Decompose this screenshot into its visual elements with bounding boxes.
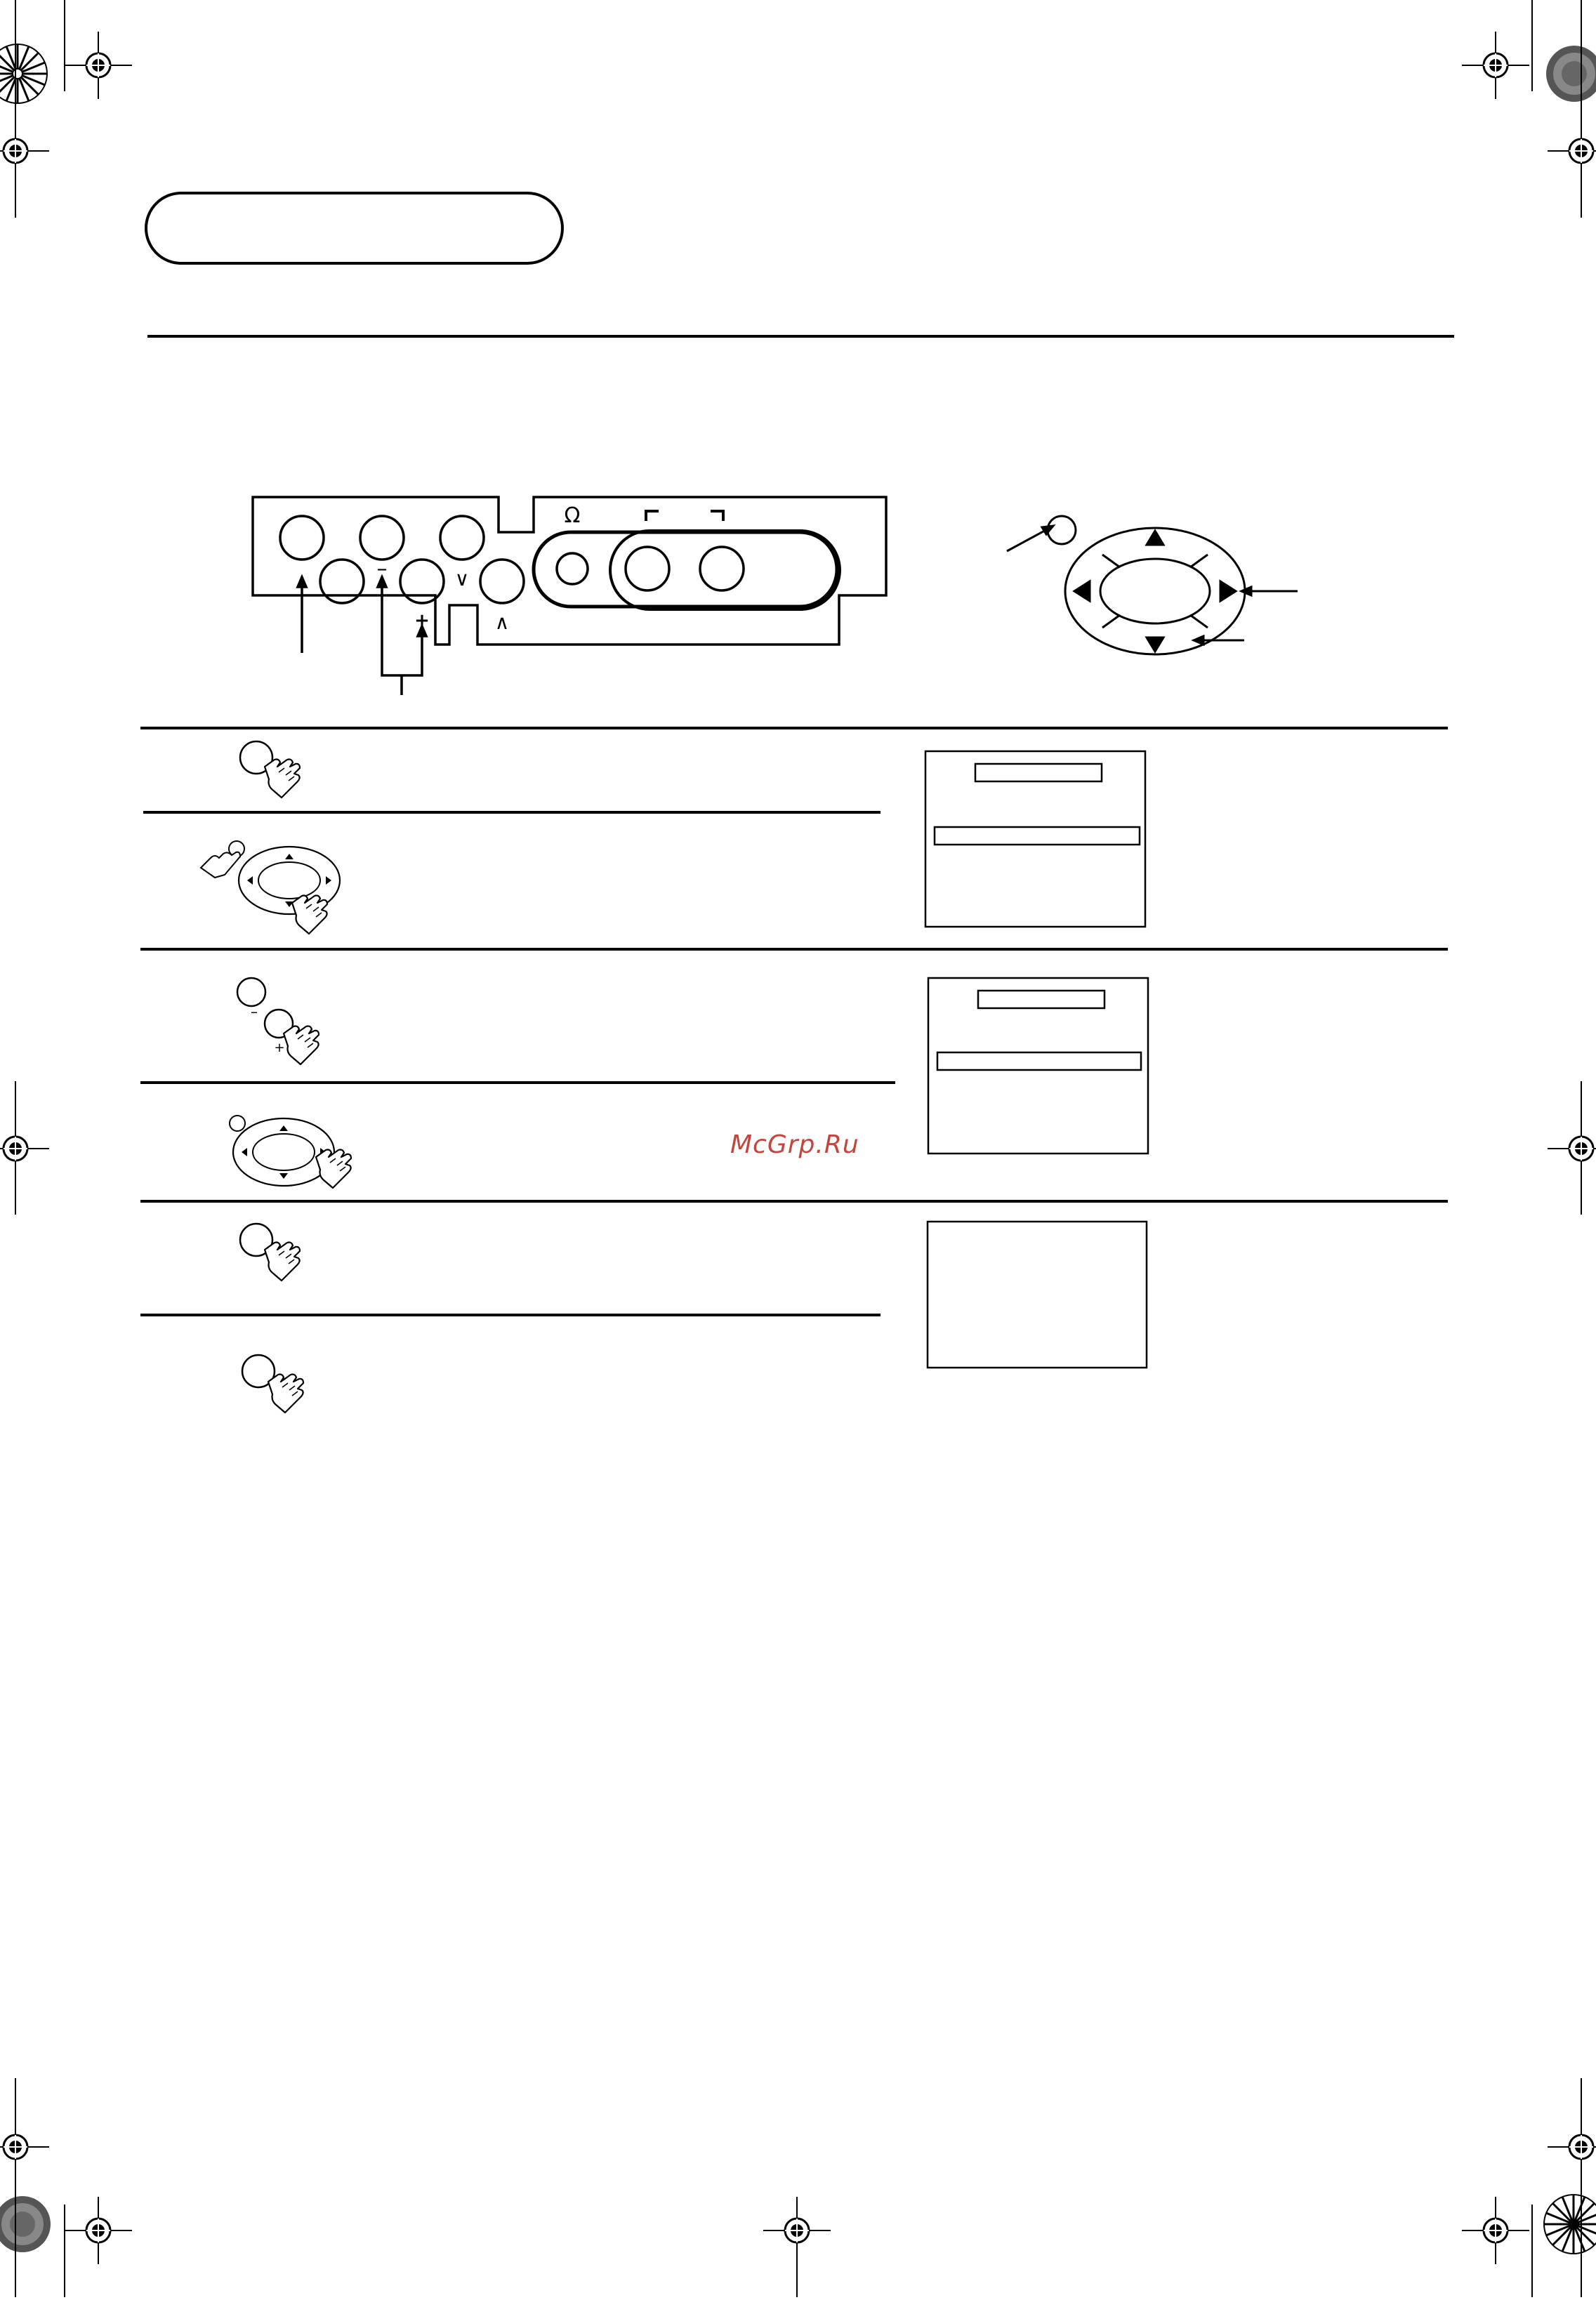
panel-button-3 <box>440 516 484 560</box>
panel-button-7 <box>626 547 669 590</box>
headphone-icon: Ω <box>564 503 581 528</box>
step-3-plus: + <box>274 1040 285 1055</box>
starburst-top-left <box>0 44 47 103</box>
osd-screen-3 <box>928 1222 1147 1368</box>
step-3-minus: – <box>251 1003 258 1020</box>
minus-label: – <box>376 557 388 581</box>
panel-button-1 <box>280 516 324 560</box>
plus-label: + <box>414 610 430 631</box>
watermark-text: McGrp.Ru <box>730 1130 859 1159</box>
panel-button-2 <box>360 516 404 560</box>
section-title-pill <box>146 193 562 263</box>
grey-disc-bottom-left <box>0 2196 51 2252</box>
starburst-bottom-right <box>1544 2195 1596 2254</box>
remote-cursor-pad-diagram <box>1007 516 1298 654</box>
step-6-icon <box>242 1355 303 1413</box>
osd-screen-2 <box>928 978 1148 1154</box>
panel-button-8 <box>700 547 744 590</box>
step-1-icon <box>240 741 300 798</box>
remote-menu-button <box>1048 516 1076 544</box>
channel-up-label: ∧ <box>494 611 510 634</box>
osd-screen-1 <box>925 751 1145 927</box>
panel-button-6 <box>480 560 524 603</box>
step-4-icon <box>230 1116 351 1188</box>
headphone-jack <box>557 553 588 584</box>
channel-down-label: ∨ <box>454 567 470 590</box>
step-3-icon <box>237 978 319 1064</box>
grey-disc-top-right <box>1546 46 1596 102</box>
step-5-icon <box>240 1224 300 1281</box>
step-separators <box>140 728 1448 1315</box>
step-2-icon <box>201 841 340 934</box>
